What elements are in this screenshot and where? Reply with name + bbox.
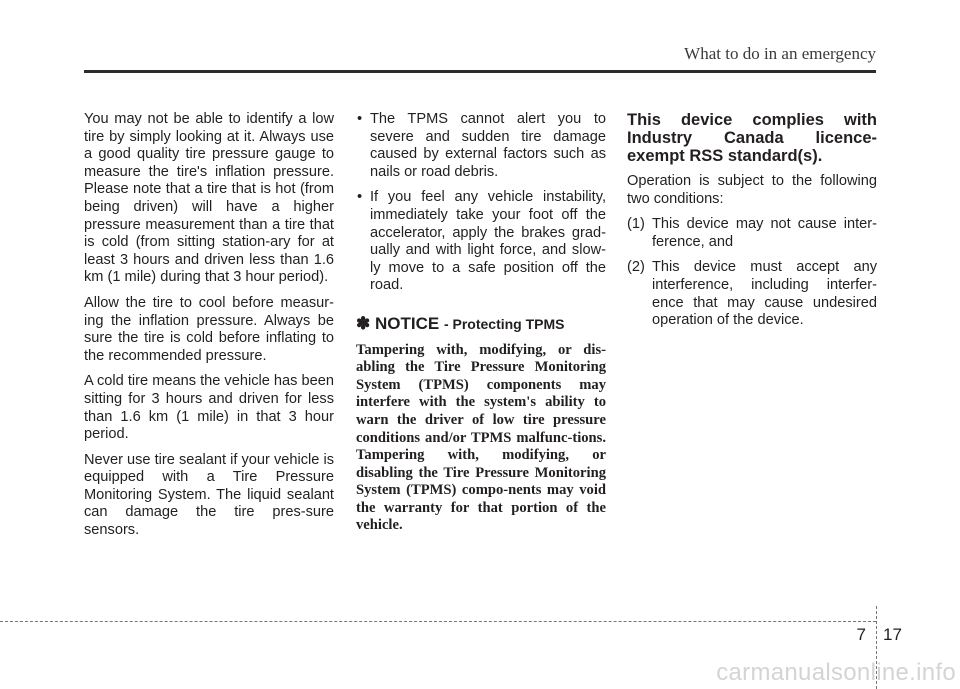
chapter-number: 7 bbox=[856, 625, 866, 644]
condition-text: This device must accept any interference, including interfer-ence that may cause undesired operation of the device. bbox=[652, 259, 877, 329]
bullet-list bbox=[356, 111, 606, 295]
condition-item bbox=[627, 259, 877, 329]
condition-text: This device may not cause inter-ference, and bbox=[652, 216, 877, 250]
page-number: 17 bbox=[883, 625, 902, 644]
compliance-intro: Operation is subject to the following two conditions: bbox=[627, 173, 877, 207]
paragraph: A cold tire means the vehicle has been sitting for 3 hours and driven for less than 1.6 km (1 mile) in that 3 hour period. bbox=[84, 373, 334, 443]
watermark: carmanualsonline.info bbox=[716, 659, 956, 686]
condition-number: (2) bbox=[627, 259, 645, 276]
condition-number: (1) bbox=[627, 216, 645, 233]
column-middle bbox=[356, 111, 606, 543]
paragraph: Never use tire sealant if your vehicle is equipped with a Tire Pressure Monitoring System. The liquid sealant can damage the tire pres-sure sensors. bbox=[84, 451, 334, 539]
paragraph: You may not be able to identify a low tire by simply looking at it. Always use a good quality tire pressure gauge to measure the tire's inflation pressure. Please note that a tire that is hot (from being driven) will have a higher pressure measurement than a tire that is cold (from sitting station-ary for at least 3 hours and driven less than 1.6 km (1 mile) during that 3 hour period). bbox=[84, 111, 334, 286]
compliance-heading: This device complies with Industry Canada licence-exempt RSS standard(s). bbox=[627, 111, 877, 165]
notice-body: Tampering with, modifying, or dis-abling the Tire Pressure Monitoring System (TPMS) components may interfere with the system's ability to warn the driver of low tire pressure conditions and/or TPMS malfunc-tions. Tampering with, modifying, or disabling the Tire Pressure Monitoring System (TPMS) compo-nents may void the warranty for that portion of the vehicle. bbox=[356, 341, 606, 534]
footer-divider bbox=[0, 621, 876, 622]
condition-item bbox=[627, 216, 877, 251]
notice-star-icon: ✽ bbox=[356, 313, 371, 333]
notice-subtitle: - Protecting TPMS bbox=[443, 315, 565, 332]
bullet-item: • The TPMS cannot alert you to severe and sudden tire damage caused by external factors such as nails or road debris. bbox=[356, 111, 606, 181]
section-title: What to do in an emergency bbox=[684, 44, 876, 63]
paragraph: Allow the tire to cool before measur-ing the inflation pressure. Always be sure the tire is cold before inflating to the recommended pressure. bbox=[84, 294, 334, 364]
conditions-list bbox=[627, 216, 877, 330]
column-right bbox=[627, 111, 877, 338]
notice-label: NOTICE bbox=[374, 313, 440, 333]
column-left bbox=[84, 111, 334, 548]
notice-heading bbox=[356, 315, 606, 334]
header-divider bbox=[84, 70, 876, 73]
bullet-item: • If you feel any vehicle instability, immediately take your foot off the accelerator, apply the brakes grad-ually and with light force, and slow-ly move to a safe position off the road. bbox=[356, 189, 606, 295]
